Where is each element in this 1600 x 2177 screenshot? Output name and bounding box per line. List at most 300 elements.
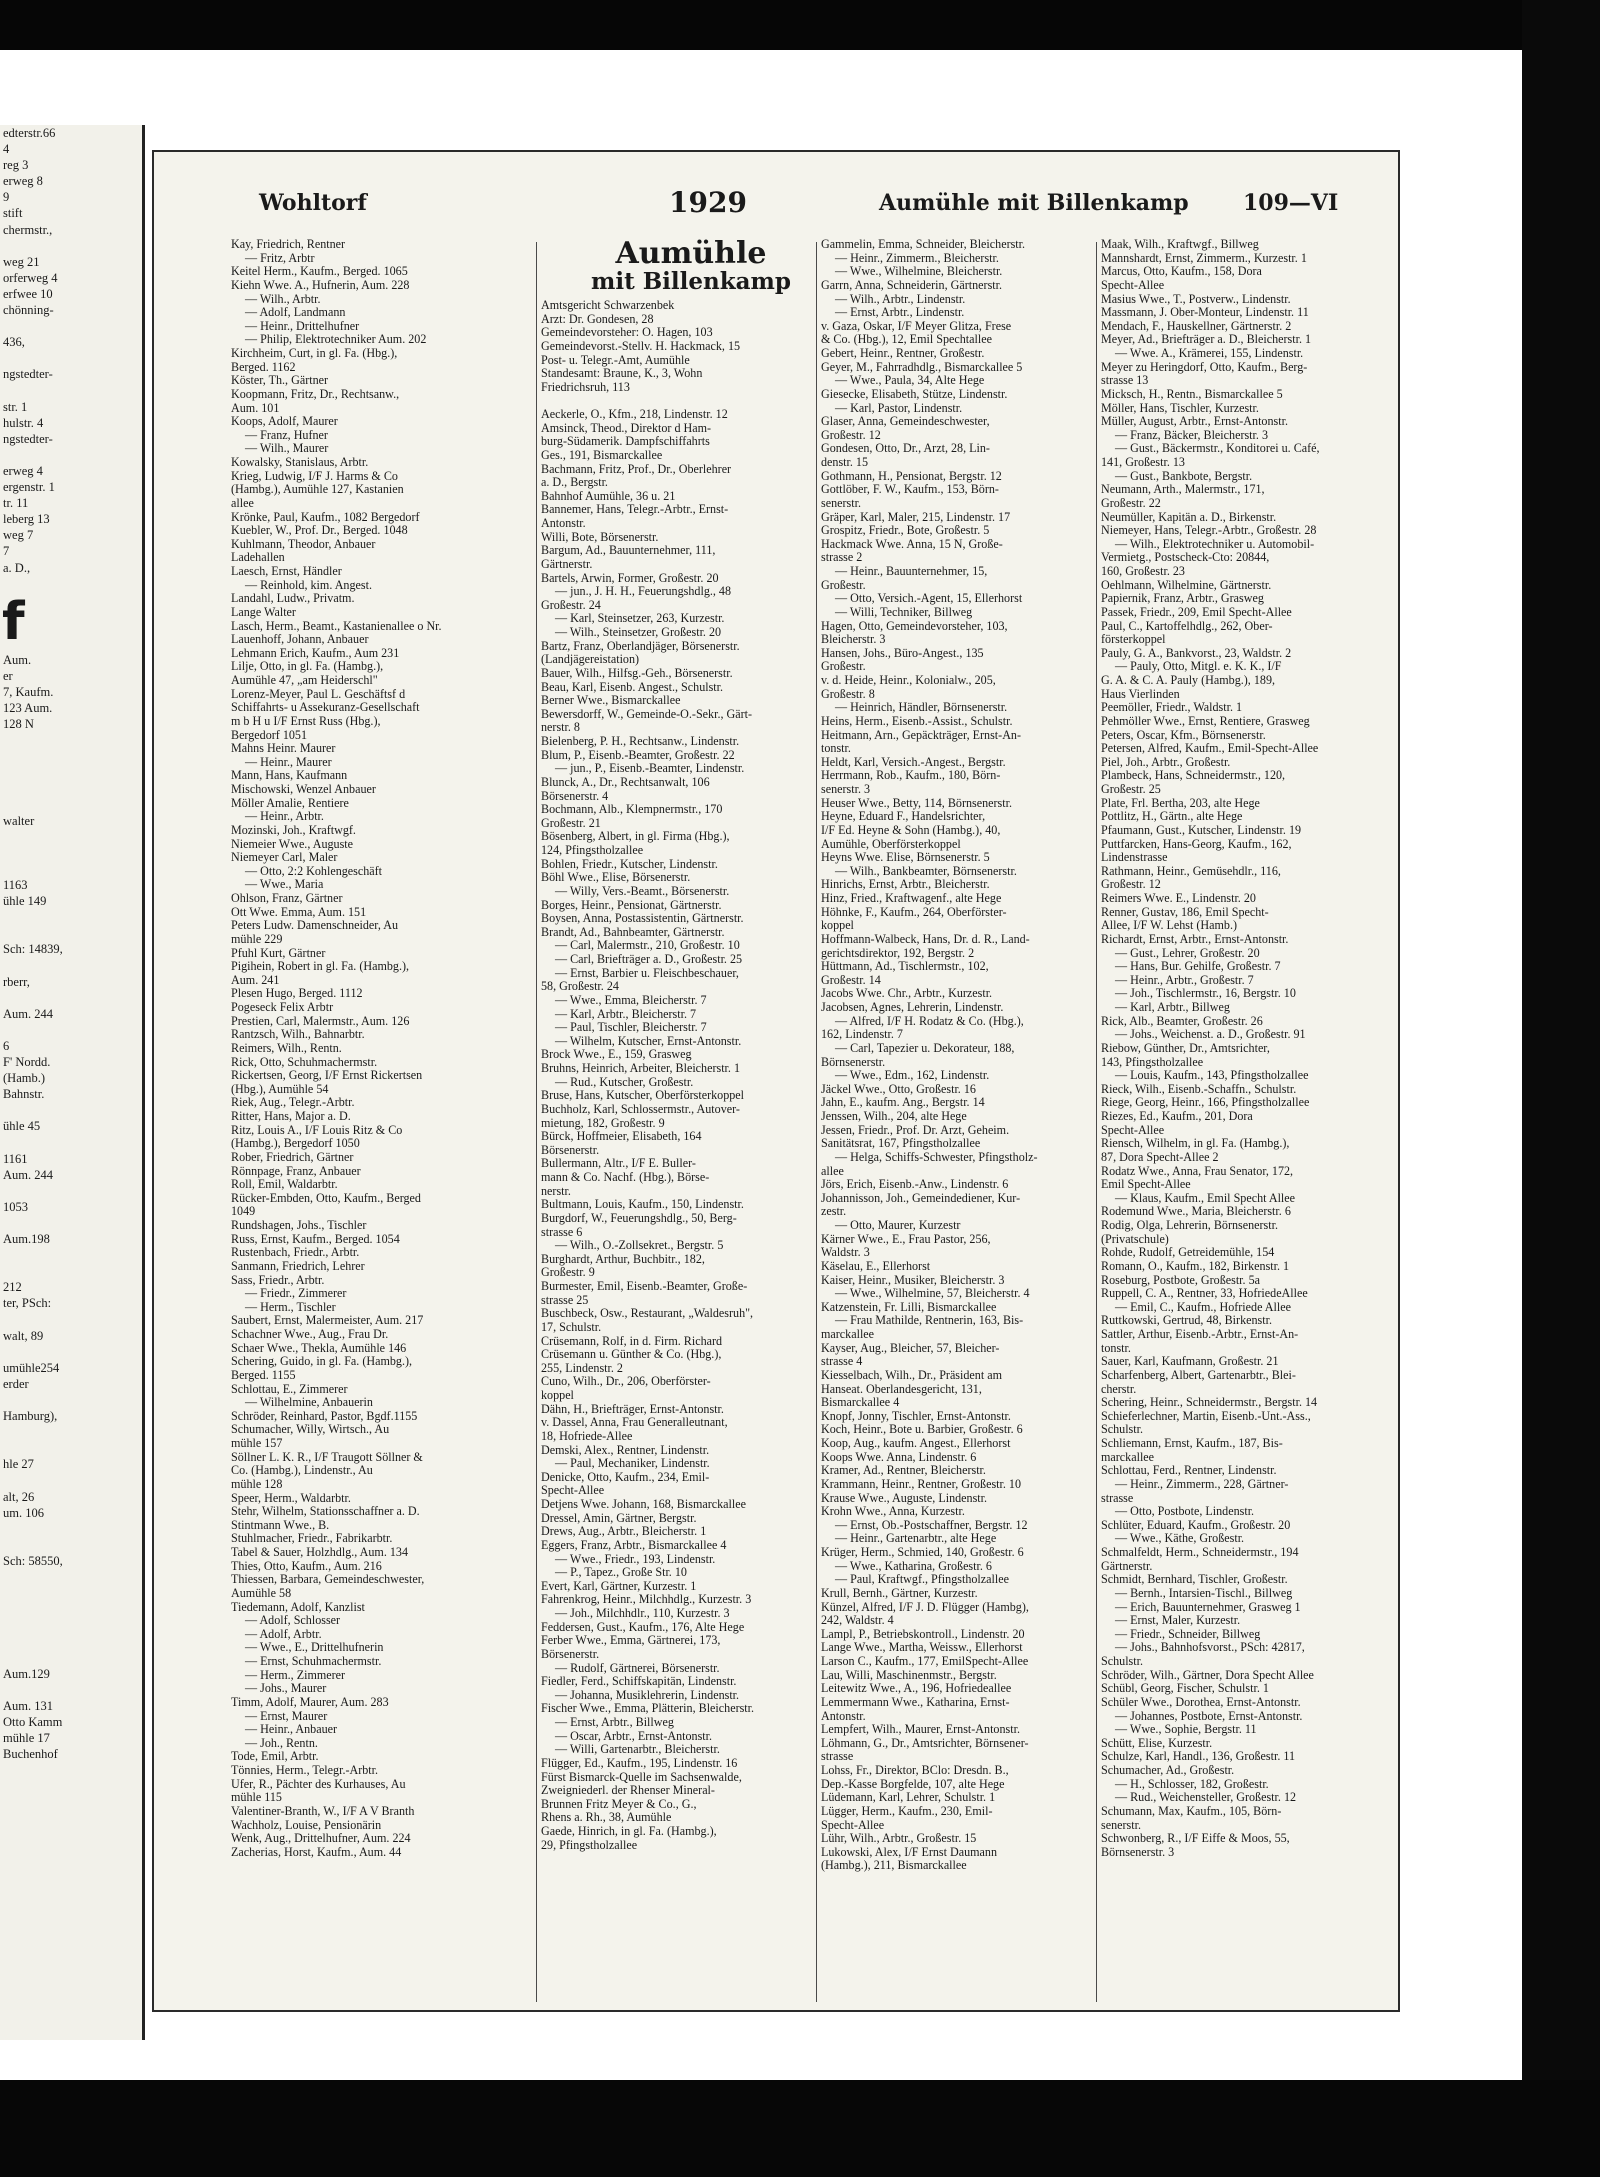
directory-entry: Bürck, Hoffmeier, Elisabeth, 164 bbox=[541, 1130, 702, 1144]
directory-entry: Jörs, Erich, Eisenb.-Anw., Lindenstr. 6 bbox=[821, 1178, 1009, 1192]
directory-entry: — Fritz, Arbtr bbox=[245, 251, 315, 265]
directory-entry: Paul, C., Kartoffelhdlg., 262, Ober- bbox=[1101, 619, 1273, 633]
directory-entry: Heldt, Karl, Versich.-Angest., Bergstr. bbox=[821, 755, 1006, 769]
directory-entry: — Heinr., Drittelhufner bbox=[245, 319, 360, 333]
directory-entry: Schumacher, Willy, Wirtsch., Au bbox=[231, 1423, 390, 1437]
directory-entry: — Rud., Kutscher, Großestr. bbox=[555, 1075, 694, 1089]
directory-entry: — Joh., Milchhdlr., 110, Kurzestr. 3 bbox=[555, 1607, 730, 1620]
page-fragment-text: 1053 bbox=[3, 1199, 28, 1214]
directory-entry: Kuebler, W., Prof. Dr., Berged. 1048 bbox=[231, 524, 408, 538]
directory-entry: Gaede, Hinrich, in gl. Fa. (Hambg.), bbox=[541, 1825, 717, 1838]
directory-entry: — Ernst, Maler, Kurzestr. bbox=[1115, 1614, 1241, 1628]
directory-entry: Russ, Ernst, Kaufm., Berged. 1054 bbox=[231, 1232, 400, 1246]
directory-entry: Burmester, Emil, Eisenb.-Beamter, Große- bbox=[541, 1280, 748, 1293]
directory-entry: strasse 6 bbox=[541, 1225, 583, 1239]
directory-entry: Sanitätsrat, 167, Pfingstholzallee bbox=[821, 1137, 981, 1151]
directory-entry: Lampl, P., Betriebskontroll., Lindenstr. 20 bbox=[821, 1627, 1025, 1641]
directory-entry: — Philip, Elektrotechniker Aum. 202 bbox=[245, 333, 427, 347]
page-fragment-text: erweg 8 bbox=[3, 174, 43, 189]
directory-entry: Valentiner-Branth, W., I/F A V Branth bbox=[231, 1804, 415, 1818]
directory-entry: Ruppell, C. A., Rentner, 33, HofriedeAllee bbox=[1101, 1287, 1308, 1301]
directory-entry: Friedrichsruh, 113 bbox=[541, 380, 630, 394]
directory-entry: Brock Wwe., E., 159, Grasweg bbox=[541, 1048, 692, 1062]
page-fragment-text: ngstedter- bbox=[3, 367, 53, 382]
directory-entry: Großestr. 9 bbox=[541, 1266, 595, 1280]
directory-entry: Rantzsch, Wilh., Bahnarbtr. bbox=[231, 1028, 365, 1042]
page-fragment-text: 7 bbox=[3, 544, 10, 559]
page-fragment-text: Sch: 14839, bbox=[3, 942, 63, 957]
page-fragment-text: erfwee 10 bbox=[3, 286, 53, 301]
directory-entry: Jäckel Wwe., Otto, Großestr. 16 bbox=[821, 1082, 976, 1096]
directory-entry: — Wilh., Arbtr. bbox=[245, 292, 321, 306]
directory-entry: Mozinski, Joh., Kraftwgf. bbox=[231, 823, 356, 837]
directory-entry: strasse bbox=[1101, 1491, 1134, 1505]
directory-entry: Berner Wwe., Bismarckallee bbox=[541, 694, 681, 708]
page-fragment-text bbox=[0, 350, 142, 366]
directory-entry: Emil Specht-Allee bbox=[1101, 1178, 1191, 1192]
directory-entry: 162, Lindenstr. 7 bbox=[821, 1028, 903, 1042]
page-fragment-text bbox=[0, 383, 142, 399]
directory-entry: Co. (Hambg.), Lindenstr., Au bbox=[231, 1464, 373, 1478]
directory-entry: Johannisson, Joh., Gemeindediener, Kur- bbox=[821, 1191, 1021, 1205]
directory-entry: Zweigniederl. der Rhenser Mineral- bbox=[541, 1784, 715, 1798]
directory-entry: Brunnen Fritz Meyer & Co., G., bbox=[541, 1797, 697, 1811]
directory-entry: Specht-Allee bbox=[1101, 1123, 1165, 1137]
directory-entry: — Gust., Bankbote, Bergstr. bbox=[1115, 469, 1253, 483]
directory-entry: mühle 128 bbox=[231, 1477, 283, 1491]
directory-entry: 87, Dora Specht-Allee 2 bbox=[1101, 1150, 1219, 1164]
directory-entry: — Karl, Steinsetzer, 263, Kurzestr. bbox=[555, 612, 725, 626]
directory-entry: Fischer Wwe., Emma, Plätterin, Bleicherstr. bbox=[541, 1702, 755, 1716]
directory-entry: — Carl, Briefträger a. D., Großestr. 25 bbox=[555, 953, 743, 966]
directory-entry: — Ernst, Barbier u. Fleischbeschauer, bbox=[555, 966, 739, 980]
directory-entry: Katzenstein, Fr. Lilli, Bismarckallee bbox=[821, 1300, 997, 1314]
directory-entry: Schulstr. bbox=[1101, 1423, 1143, 1437]
page-fragment-text: er bbox=[3, 668, 13, 683]
page-fragment-text bbox=[0, 1521, 142, 1537]
directory-entry: Garrn, Anna, Schneiderin, Gärtnerstr. bbox=[821, 278, 1003, 292]
scan-border-right bbox=[1522, 0, 1600, 2177]
directory-entry: Landahl, Ludw., Privatm. bbox=[231, 592, 355, 606]
page-fragment-text bbox=[0, 1263, 142, 1279]
directory-entry: Lohss, Fr., Direktor, BClo: Dresdn. B., bbox=[821, 1764, 1009, 1777]
directory-entry: — Wilhelm, Kutscher, Ernst-Antonstr. bbox=[555, 1034, 742, 1048]
page-fragment-text: ngstedter- bbox=[3, 431, 53, 446]
directory-entry: — Otto, 2:2 Kohlengeschäft bbox=[245, 864, 383, 878]
directory-entry: Koopmann, Fritz, Dr., Rechtsanw., bbox=[231, 387, 400, 401]
directory-entry: Krönke, Paul, Kaufm., 1082 Bergedorf bbox=[231, 510, 420, 524]
page-fragment-text bbox=[0, 447, 142, 463]
directory-entry: — Heinr., Gartenarbtr., alte Hege bbox=[835, 1532, 997, 1546]
directory-entry: Oehlmann, Wilhelmine, Gärtnerstr. bbox=[1101, 578, 1272, 592]
directory-entry: Gottlöber, F. W., Kaufm., 153, Börn- bbox=[821, 483, 999, 497]
page-fragment-text bbox=[0, 576, 142, 592]
directory-entry: — Wilh., Elektrotechniker u. Automobil- bbox=[1115, 537, 1315, 551]
page-fragment-text: 1161 bbox=[3, 1151, 28, 1166]
directory-entry: Flügger, Ed., Kaufm., 195, Lindenstr. 16 bbox=[541, 1756, 738, 1770]
directory-entry: Reimers Wwe. E., Lindenstr. 20 bbox=[1101, 892, 1256, 905]
page-fragment-text: stift bbox=[3, 206, 23, 221]
directory-entry: Riezes, Ed., Kaufm., 201, Dora bbox=[1101, 1110, 1253, 1123]
directory-entry: — Klaus, Kaufm., Emil Specht Allee bbox=[1115, 1191, 1296, 1205]
directory-entry: Schröder, Reinhard, Pastor, Bgdf.1155 bbox=[231, 1409, 418, 1423]
directory-entry: Lauenhoff, Johann, Anbauer bbox=[231, 633, 369, 647]
directory-entry: mühle 115 bbox=[231, 1791, 282, 1805]
directory-entry: — Wwe., Edm., 162, Lindenstr. bbox=[835, 1069, 990, 1083]
directory-entry: Herrmann, Rob., Kaufm., 180, Börn- bbox=[821, 769, 1001, 783]
directory-entry: I/F Ed. Heyne & Sohn (Hambg.), 40, bbox=[821, 823, 1001, 837]
directory-entry: Bruhns, Heinrich, Arbeiter, Bleicherstr. 1 bbox=[541, 1062, 741, 1075]
directory-entry: — Karl, Arbtr., Billweg bbox=[1115, 1001, 1230, 1014]
directory-entry: Schering, Heinr., Schneidermstr., Bergstr. 14 bbox=[1101, 1396, 1318, 1410]
directory-entry: zestr. bbox=[821, 1205, 847, 1219]
directory-entry: Massmann, J. Ober-Monteur, Lindenstr. 11 bbox=[1101, 306, 1309, 320]
directory-entry: denstr. 15 bbox=[821, 456, 869, 469]
directory-entry: Stintmann Wwe., B. bbox=[231, 1518, 330, 1532]
directory-entry: Maak, Wilh., Kraftwgf., Billweg bbox=[1101, 238, 1259, 251]
directory-entry: Scharfenberg, Albert, Gartenarbtr., Blei- bbox=[1101, 1368, 1296, 1382]
directory-entry: strasse 2 bbox=[821, 551, 863, 565]
directory-entry: — Louis, Kaufm., 143, Pfingstholzallee bbox=[1115, 1069, 1309, 1083]
directory-entry: Gärtnerstr. bbox=[1101, 1559, 1153, 1573]
directory-entry: Koops Wwe. Anna, Lindenstr. 6 bbox=[821, 1450, 977, 1464]
directory-entry: — Wilh., Maurer bbox=[245, 442, 329, 456]
directory-entry: Ritter, Hans, Major a. D. bbox=[231, 1110, 351, 1123]
directory-entry: Schmidt, Bernhard, Tischler, Großestr. bbox=[1101, 1573, 1288, 1587]
directory-entry: Schwonberg, R., I/F Eiffe & Moos, 55, bbox=[1101, 1832, 1290, 1846]
page-fragment-text bbox=[0, 958, 142, 974]
directory-entry: Riek, Aug., Telegr.-Arbtr. bbox=[231, 1096, 355, 1110]
directory-entry: Micksch, H., Rentn., Bismarckallee 5 bbox=[1101, 387, 1283, 401]
directory-entry: — Bernh., Intarsien-Tischl., Billweg bbox=[1115, 1586, 1293, 1600]
directory-entry: — Heinr., Anbauer bbox=[245, 1723, 338, 1737]
directory-entry: — Rudolf, Gärtnerei, Börsenerstr. bbox=[555, 1661, 720, 1675]
directory-entry: Antonstr. bbox=[541, 517, 586, 530]
directory-entry: Lorenz-Meyer, Paul L. Geschäftsf d bbox=[231, 687, 406, 701]
directory-entry: Müller, August, Arbtr., Ernst-Antonstr. bbox=[1101, 415, 1288, 429]
directory-entry: Kowalsky, Stanislaus, Arbtr. bbox=[231, 456, 369, 469]
scan-border-bottom bbox=[0, 2080, 1600, 2177]
directory-entry: — Heinrich, Händler, Börnsenerstr. bbox=[835, 701, 1008, 715]
directory-entry: Zacherias, Horst, Kaufm., Aum. 44 bbox=[231, 1845, 402, 1859]
directory-entry: Prestien, Carl, Malermstr., Aum. 126 bbox=[231, 1014, 410, 1028]
page-fragment-text bbox=[0, 909, 142, 925]
directory-entry: Specht-Allee bbox=[1101, 278, 1165, 292]
directory-entry: Schulstr. bbox=[1101, 1655, 1143, 1668]
directory-entry: Riebow, Günther, Dr., Amtsrichter, bbox=[1101, 1041, 1270, 1055]
directory-entry: Feddersen, Gust., Kaufm., 176, Alte Hege bbox=[541, 1620, 745, 1634]
page-fragment-text bbox=[0, 1569, 142, 1585]
directory-entry: Pogeseck Felix Arbtr bbox=[231, 1001, 334, 1014]
page-fragment-text bbox=[0, 1344, 142, 1360]
directory-entry: Plate, Frl. Bertha, 203, alte Hege bbox=[1101, 796, 1260, 810]
directory-entry: — Wwe., Friedr., 193, Lindenstr. bbox=[555, 1552, 716, 1566]
directory-entry: v. d. Heide, Heinr., Kolonialw., 205, bbox=[821, 674, 996, 687]
directory-entry: Piel, Joh., Arbtr., Großestr. bbox=[1101, 755, 1231, 769]
page-fragment-text bbox=[0, 732, 142, 748]
page-fragment-text: F' Nordd. bbox=[3, 1055, 51, 1070]
directory-entry: Lüdemann, Karl, Lehrer, Schulstr. 1 bbox=[821, 1791, 996, 1805]
directory-entry: Lasch, Herm., Beamt., Kastanienallee o Nr. bbox=[231, 619, 442, 633]
directory-entry: Rohde, Rudolf, Getreidemühle, 154 bbox=[1101, 1246, 1275, 1260]
directory-entry: — Reinhold, kim. Angest. bbox=[245, 578, 372, 592]
directory-entry: Bösenberg, Albert, in gl. Firma (Hbg.), bbox=[541, 830, 730, 844]
directory-entry: Wenk, Aug., Drittelhufner, Aum. 224 bbox=[231, 1832, 411, 1846]
page-fragment-text bbox=[0, 1102, 142, 1118]
directory-entry: Schachner Wwe., Aug., Frau Dr. bbox=[231, 1328, 389, 1341]
directory-entry: Stehr, Wilhelm, Stationsschaffner a. D. bbox=[231, 1505, 420, 1519]
directory-entry: strasse 4 bbox=[821, 1355, 863, 1369]
page-fragment-text bbox=[0, 1650, 142, 1666]
directory-entry: Rücker-Embden, Otto, Kaufm., Berged bbox=[231, 1191, 421, 1205]
directory-entry: Knopf, Jonny, Tischler, Ernst-Antonstr. bbox=[821, 1409, 1011, 1423]
directory-column-1 bbox=[231, 238, 531, 2008]
directory-entry: Antonstr. bbox=[821, 1709, 866, 1723]
directory-entry: Lange Walter bbox=[231, 605, 296, 619]
page-fragment-text: a. D., bbox=[3, 560, 31, 575]
directory-entry: Mischowski, Wenzel Anbauer bbox=[231, 783, 376, 796]
directory-column-3 bbox=[821, 238, 1121, 2008]
directory-entry: Papiernik, Franz, Arbtr., Grasweg bbox=[1101, 592, 1264, 606]
page-fragment-text: hulstr. 4 bbox=[3, 415, 44, 430]
directory-entry: Lempfert, Wilh., Maurer, Ernst-Antonstr. bbox=[821, 1723, 1020, 1737]
section-title: Aumühle bbox=[615, 238, 767, 269]
directory-entry: Speer, Herm., Waldarbtr. bbox=[231, 1491, 351, 1505]
directory-entry: Beau, Karl, Eisenb. Angest., Schulstr. bbox=[541, 680, 724, 694]
page-fragment-text bbox=[0, 861, 142, 877]
directory-entry: Pfaumann, Gust., Kutscher, Lindenstr. 19 bbox=[1101, 823, 1302, 837]
directory-entry: Standesamt: Braune, K., 3, Wohn bbox=[541, 367, 703, 381]
directory-entry: Heitmann, Arn., Gepäckträger, Ernst-An- bbox=[821, 728, 1022, 742]
directory-entry: Schlottau, Ferd., Rentner, Lindenstr. bbox=[1101, 1464, 1277, 1478]
directory-entry: Kuhlmann, Theodor, Anbauer bbox=[231, 537, 376, 551]
directory-entry: mietung, 182, Großestr. 9 bbox=[541, 1116, 665, 1130]
directory-entry: Blunck, A., Dr., Rechtsanwalt, 106 bbox=[541, 775, 710, 789]
page-fragment-text bbox=[0, 748, 142, 764]
directory-entry: Detjens Wwe. Johann, 168, Bismarckallee bbox=[541, 1498, 746, 1511]
directory-entry: Bruse, Hans, Kutscher, Oberförsterkoppel bbox=[541, 1089, 745, 1103]
directory-entry: Kaiser, Heinr., Musiker, Bleicherstr. 3 bbox=[821, 1273, 1005, 1287]
directory-entry: Leitewitz Wwe., A., 196, Hofriedeallee bbox=[821, 1682, 1012, 1696]
directory-entry: Schieferlechner, Martin, Eisenb.-Unt.-Ass., bbox=[1101, 1409, 1311, 1423]
directory-entry: Großestr. 12 bbox=[821, 428, 881, 442]
directory-entry: Großestr. 22 bbox=[1101, 496, 1161, 510]
page-fragment-text: chermstr., bbox=[3, 222, 53, 237]
directory-entry: försterkoppel bbox=[1101, 633, 1166, 647]
directory-entry: Höhnke, F., Kaufm., 264, Oberförster- bbox=[821, 905, 1007, 919]
directory-entry: Wachholz, Louise, Pensionärin bbox=[231, 1818, 382, 1832]
directory-entry: 58, Großestr. 24 bbox=[541, 980, 619, 994]
directory-entry: — Wwe., Emma, Bleicherstr. 7 bbox=[555, 993, 707, 1007]
directory-entry: Dähn, H., Briefträger, Ernst-Antonstr. bbox=[541, 1402, 724, 1416]
directory-entry: koppel bbox=[541, 1389, 574, 1402]
directory-entry: Ges., 191, Bismarckallee bbox=[541, 448, 663, 462]
directory-entry: Ott Wwe. Emma, Aum. 151 bbox=[231, 905, 367, 919]
directory-entry: Tiedemann, Adolf, Kanzlist bbox=[231, 1600, 365, 1614]
section-subtitle: mit Billenkamp bbox=[591, 269, 791, 295]
directory-entry: Pigihein, Robert in gl. Fa. (Hambg.), bbox=[231, 960, 410, 974]
directory-entry: 17, Schulstr. bbox=[541, 1320, 602, 1334]
directory-entry: Meyer zu Heringdorf, Otto, Kaufm., Berg- bbox=[1101, 360, 1308, 374]
page-fragment-text: Aum. 244 bbox=[3, 1006, 53, 1021]
directory-entry: Timm, Adolf, Maurer, Aum. 283 bbox=[231, 1695, 389, 1709]
page-fragment-text bbox=[0, 1440, 142, 1456]
directory-entry: & Co. (Hbg.), 12, Emil Spechtallee bbox=[821, 333, 992, 347]
directory-entry: Börnsenerstr. 3 bbox=[1101, 1845, 1175, 1859]
directory-entry: Amsinck, Theod., Direktor d Ham- bbox=[541, 421, 712, 435]
directory-entry: Bartels, Arwin, Former, Großestr. 20 bbox=[541, 571, 719, 585]
directory-entry: Berged. 1162 bbox=[231, 360, 296, 374]
header-right-title: Aumühle mit Billenkamp bbox=[879, 190, 1189, 216]
directory-entry: Mann, Hans, Kaufmann bbox=[231, 769, 348, 783]
directory-entry: — P., Tapez., Große Str. 10 bbox=[555, 1566, 687, 1580]
page-fragment-text: Aum. 131 bbox=[3, 1698, 53, 1713]
directory-entry: Reimers, Wilh., Rentn. bbox=[231, 1041, 342, 1055]
directory-entry: Grospitz, Friedr., Bote, Großestr. 5 bbox=[821, 524, 990, 538]
page-fragment-text: ühle 45 bbox=[3, 1119, 41, 1134]
directory-entry: Sattler, Arthur, Eisenb.-Arbtr., Ernst-An- bbox=[1101, 1328, 1299, 1341]
directory-entry: Schering, Guido, in gl. Fa. (Hambg.), bbox=[231, 1355, 413, 1369]
page-fragment-text bbox=[0, 1392, 142, 1408]
directory-entry: Ritz, Louis A., I/F Louis Ritz & Co bbox=[231, 1123, 403, 1137]
directory-entry: Krause Wwe., Auguste, Lindenstr. bbox=[821, 1491, 988, 1505]
directory-entry: Käselau, E., Ellerhorst bbox=[821, 1259, 931, 1273]
directory-entry: gerichtsdirektor, 192, Bergstr. 2 bbox=[821, 946, 975, 960]
directory-entry: — Johs., Weichenst. a. D., Großestr. 91 bbox=[1115, 1028, 1306, 1042]
directory-entry: — Otto, Maurer, Kurzestr bbox=[835, 1219, 961, 1232]
directory-entry: Tode, Emil, Arbtr. bbox=[231, 1750, 319, 1764]
directory-entry: — Wilhelmine, Anbauerin bbox=[245, 1396, 373, 1410]
directory-entry: — Paul, Tischler, Bleicherstr. 7 bbox=[555, 1021, 707, 1035]
directory-entry: — Herm., Zimmerer bbox=[245, 1668, 346, 1682]
directory-entry: Masius Wwe., T., Postverw., Lindenstr. bbox=[1101, 292, 1291, 306]
page-fragment-text bbox=[0, 764, 142, 780]
page-fragment-text bbox=[0, 1183, 142, 1199]
directory-entry: Aumühle 47, „am Heiderschl" bbox=[231, 674, 378, 687]
directory-entry: (Hambg.), Bergedorf 1050 bbox=[231, 1137, 360, 1151]
directory-entry: 242, Waldstr. 4 bbox=[821, 1614, 894, 1628]
directory-entry: Krieg, Ludwig, I/F J. Harms & Co bbox=[231, 469, 398, 483]
directory-entry: Jahn, E., kaufm. Ang., Bergstr. 14 bbox=[821, 1096, 985, 1110]
directory-entry: Riege, Georg, Heinr., 166, Pfingstholzallee bbox=[1101, 1096, 1310, 1110]
directory-entry: Schlottau, E., Zimmerer bbox=[231, 1382, 348, 1396]
directory-entry: — Johanna, Musiklehrerin, Lindenstr. bbox=[555, 1688, 740, 1702]
directory-entry: Ufer, R., Pächter des Kurhauses, Au bbox=[231, 1777, 406, 1791]
directory-entry: strasse 25 bbox=[541, 1293, 589, 1307]
directory-entry: Burgdorf, W., Feuerungshdlg., 50, Berg- bbox=[541, 1211, 737, 1225]
directory-entry: Stuhlmacher, Friedr., Fabrikarbtr. bbox=[231, 1532, 393, 1546]
directory-entry: Großestr. 12 bbox=[1101, 878, 1161, 892]
directory-entry: Heins, Herm., Eisenb.-Assist., Schulstr. bbox=[821, 714, 1013, 728]
page-fragment-text: Bahnstr. bbox=[3, 1087, 45, 1102]
directory-entry: Schröder, Wilh., Gärtner, Dora Specht Allee bbox=[1101, 1668, 1314, 1682]
page-fragment-text: Aum. bbox=[3, 652, 32, 667]
directory-entry: Böhl Wwe., Elise, Börsenerstr. bbox=[541, 871, 691, 885]
directory-entry: Gärtnerstr. bbox=[541, 557, 593, 571]
directory-entry: Plesen Hugo, Berged. 1112 bbox=[231, 987, 363, 1001]
page-fragment-text bbox=[0, 1022, 142, 1038]
directory-entry: — Rud., Weichensteller, Großestr. 12 bbox=[1115, 1791, 1297, 1805]
directory-entry: Riensch, Wilhelm, in gl. Fa. (Hambg.), bbox=[1101, 1137, 1290, 1151]
directory-entry: Puttfarcken, Hans-Georg, Kaufm., 162, bbox=[1101, 837, 1292, 851]
directory-entry: Köster, Th., Gärtner bbox=[231, 374, 329, 388]
directory-entry: — Wilh., Bankbeamter, Börnsenerstr. bbox=[835, 864, 1017, 878]
directory-entry: Mendach, F., Hauskellner, Gärtnerstr. 2 bbox=[1101, 319, 1292, 333]
directory-entry: — Heinr., Maurer bbox=[245, 755, 332, 769]
directory-entry: — Heinr., Bauunternehmer, 15, bbox=[835, 565, 988, 578]
directory-entry: 160, Großestr. 23 bbox=[1101, 565, 1185, 578]
directory-entry: Denicke, Otto, Kaufm., 234, Emil- bbox=[541, 1470, 710, 1484]
directory-entry: Burghardt, Arthur, Buchbitr., 182, bbox=[541, 1252, 705, 1266]
header-year: 1929 bbox=[669, 186, 747, 219]
adjacent-page-fragment bbox=[0, 125, 145, 2040]
page-fragment-text bbox=[0, 1215, 142, 1231]
directory-entry: Demski, Alex., Rentner, Lindenstr. bbox=[541, 1443, 710, 1457]
directory-entry: Plambeck, Hans, Schneidermstr., 120, bbox=[1101, 769, 1286, 783]
directory-entry: Specht-Allee bbox=[541, 1484, 605, 1498]
directory-entry: Glaser, Anna, Gemeindeschwester, bbox=[821, 415, 990, 429]
directory-entry: Schütt, Elise, Kurzestr. bbox=[1101, 1736, 1213, 1750]
directory-entry: Hackmack Wwe. Anna, 15 N, Große- bbox=[821, 537, 1003, 551]
directory-entry: — Heinr., Arbtr., Großestr. 7 bbox=[1115, 973, 1254, 987]
directory-entry: — Ernst, Maurer bbox=[245, 1709, 328, 1723]
directory-entry: Sass, Friedr., Arbtr. bbox=[231, 1273, 325, 1287]
directory-entry: — Wwe., Sophie, Bergstr. 11 bbox=[1115, 1723, 1257, 1737]
directory-entry: (Privatschule) bbox=[1101, 1232, 1169, 1246]
directory-entry: Geyer, M., Fahrradhdlg., Bismarckallee 5 bbox=[821, 360, 1023, 374]
directory-entry: Börsenerstr. 4 bbox=[541, 789, 609, 803]
directory-entry: v. Dassel, Anna, Frau Generalleutnant, bbox=[541, 1416, 728, 1430]
page-fragment-text bbox=[0, 318, 142, 334]
directory-entry: Thiessen, Barbara, Gemeindeschwester, bbox=[231, 1573, 425, 1587]
page-fragment-text: rberr, bbox=[3, 974, 30, 989]
directory-entry: Rieck, Wilh., Eisenb.-Schaffn., Schulstr. bbox=[1101, 1082, 1297, 1096]
directory-entry: Mannshardt, Ernst, Zimmerm., Kurzestr. 1 bbox=[1101, 251, 1307, 265]
page-fragment-text: 212 bbox=[3, 1280, 22, 1295]
page-fragment-text: Aum.198 bbox=[3, 1232, 50, 1247]
directory-entry: marckallee bbox=[1101, 1450, 1155, 1464]
directory-entry: Bargum, Ad., Bauunternehmer, 111, bbox=[541, 544, 716, 558]
page-fragment-text: (Hamb.) bbox=[3, 1071, 45, 1086]
directory-entry: — Wwe., Maria bbox=[245, 878, 324, 892]
directory-entry: Pfuhl Kurt, Gärtner bbox=[231, 946, 326, 960]
directory-entry: — Friedr., Zimmerer bbox=[245, 1287, 347, 1301]
directory-entry: Schmalfeldt, Herm., Schneidermstr., 194 bbox=[1101, 1546, 1299, 1559]
directory-entry: Aeckerle, O., Kfm., 218, Lindenstr. 12 bbox=[541, 408, 728, 421]
directory-entry: Hanseat. Oberlandesgericht, 131, bbox=[821, 1382, 982, 1396]
directory-entry: Gammelin, Emma, Schneider, Bleicherstr. bbox=[821, 238, 1026, 251]
directory-entry: Rober, Friedrich, Gärtner bbox=[231, 1150, 354, 1164]
directory-entry: G. A. & C. A. Pauly (Hambg.), 189, bbox=[1101, 674, 1276, 687]
directory-entry: — Adolf, Arbtr. bbox=[245, 1627, 322, 1641]
directory-entry: Rodemund Wwe., Maria, Bleicherstr. 6 bbox=[1101, 1205, 1291, 1219]
directory-entry: Koop, Aug., kaufm. Angest., Ellerhorst bbox=[821, 1437, 1011, 1450]
directory-entry: Künzel, Alfred, I/F J. D. Flügger (Hambg), bbox=[821, 1600, 1029, 1614]
directory-entry: Hüttmann, Ad., Tischlermstr., 102, bbox=[821, 960, 989, 974]
directory-entry: — Frau Mathilde, Rentnerin, 163, Bis- bbox=[835, 1314, 1024, 1328]
directory-entry: Bergedorf 1051 bbox=[231, 728, 308, 742]
directory-entry: burg-Südamerik. Dampfschiffahrts bbox=[541, 435, 710, 449]
directory-entry: Jacobs Wwe. Chr., Arbtr., Kurzestr. bbox=[821, 987, 993, 1001]
directory-entry: Neumann, Arth., Malermstr., 171, bbox=[1101, 483, 1265, 497]
directory-entry: 143, Pfingstholzallee bbox=[1101, 1055, 1204, 1069]
directory-entry: nerstr. bbox=[541, 1184, 571, 1198]
page-fragment-text: 7, Kaufm. bbox=[3, 684, 54, 699]
directory-entry: — Willi, Techniker, Billweg bbox=[835, 605, 973, 619]
directory-entry: — Willi, Gartenarbtr., Bleicherstr. bbox=[555, 1743, 720, 1757]
directory-entry: — Oscar, Arbtr., Ernst-Antonstr. bbox=[555, 1729, 713, 1743]
directory-entry: Krammann, Heinr., Rentner, Großestr. 10 bbox=[821, 1477, 1022, 1491]
